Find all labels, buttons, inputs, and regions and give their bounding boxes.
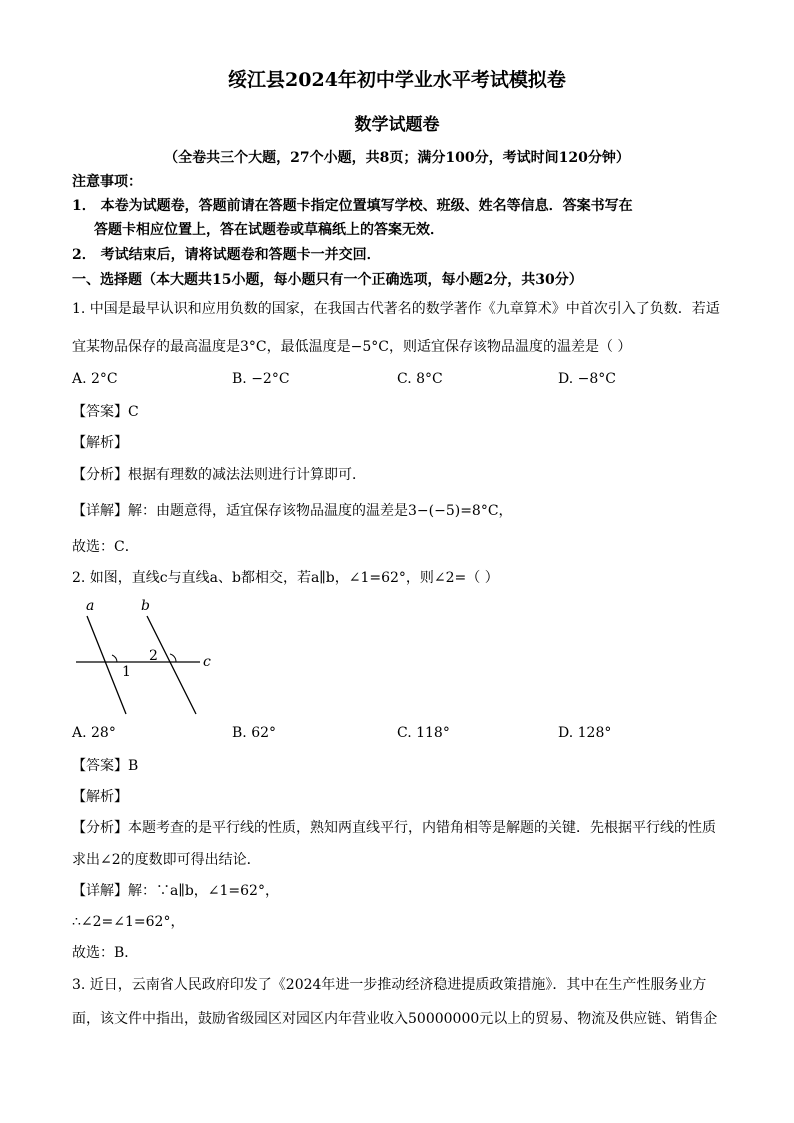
q1-option-a: A. 2°C	[72, 371, 118, 387]
q2-stem: 2. 如图，直线c与直线a、b都相交，若a∥b，∠1=62°，则∠2=（ ）	[72, 570, 499, 586]
q2-detail-line1: 【详解】解：∵a∥b，∠1=62°，	[72, 883, 279, 899]
q2-conclusion: 故选：B．	[72, 945, 139, 961]
q2-answer: 【答案】B	[72, 758, 139, 774]
q1-option-d: D. −8°C	[558, 371, 616, 387]
q2-option-c: C. 118°	[397, 725, 450, 741]
label-b: b	[141, 598, 150, 614]
q2-analysis-label: 【解析】	[72, 789, 128, 805]
label-c: c	[203, 654, 211, 670]
exam-subtitle: 数学试题卷	[354, 115, 440, 135]
q1-option-b: B. −2°C	[232, 371, 290, 387]
angle-2-arc	[170, 654, 176, 662]
q3-stem-line1: 3. 近日，云南省人民政府印发了《2024年进一步推动经济稳进提质政策措施》．其中在生产性服务业方	[72, 977, 707, 993]
notice-item-1: 1． 本卷为试题卷，答题前请在答题卡指定位置填写学校、班级、姓名等信息．答案书写在	[72, 198, 633, 214]
exam-info: （全卷共三个大题，27个小题，共8页；满分100分，考试时间120分钟）	[164, 150, 630, 166]
notice-item-2: 2． 考试结束后，请将试题卷和答题卡一并交回．	[72, 247, 381, 263]
angle-1-arc	[112, 655, 117, 662]
label-angle-2: 2	[149, 648, 158, 664]
q1-detail: 【详解】解：由题意得，适宜保存该物品温度的温差是3−(−5)=8°C，	[72, 503, 513, 519]
q2-option-d: D. 128°	[558, 725, 612, 741]
line-b	[147, 616, 196, 714]
label-a: a	[86, 598, 95, 614]
label-angle-1: 1	[122, 664, 131, 680]
section-heading: 一、选择题（本大题共15小题，每小题只有一个正确选项，每小题2分，共30分）	[72, 272, 583, 288]
q1-option-c: C. 8°C	[397, 371, 443, 387]
q2-parallel-lines-figure	[72, 596, 222, 718]
q2-option-b: B. 62°	[232, 725, 277, 741]
q1-analysis-label: 【解析】	[72, 435, 128, 451]
q1-answer: 【答案】C	[72, 404, 139, 420]
q2-fenxi-line2: 求出∠2的度数即可得出结论．	[72, 852, 261, 868]
q1-conclusion: 故选：C．	[72, 539, 139, 555]
q2-fenxi-line1: 【分析】本题考查的是平行线的性质，熟知两直线平行，内错角相等是解题的关键．先根据平行线的性质	[72, 820, 716, 836]
q2-detail-line2: ∴∠2=∠1=62°，	[72, 914, 185, 930]
q1-fenxi: 【分析】根据有理数的减法法则进行计算即可．	[72, 467, 366, 483]
exam-title: 绥江县2024年初中学业水平考试模拟卷	[228, 69, 566, 91]
line-a	[87, 616, 126, 714]
q2-options	[72, 725, 732, 745]
q1-options	[72, 371, 732, 391]
notice-heading: 注意事项：	[72, 174, 142, 190]
q3-stem-line2: 面，该文件中指出，鼓励省级园区对园区内年营业收入50000000元以上的贸易、物流及供应链、销售企	[72, 1011, 718, 1027]
notice-item-1-cont: 答题卡相应位置上，答在试题卷或草稿纸上的答案无效．	[94, 222, 444, 238]
q1-stem-line1: 1. 中国是最早认识和应用负数的国家，在我国古代著名的数学著作《九章算术》中首次引入了负数．若适	[72, 301, 720, 317]
q2-option-a: A. 28°	[72, 725, 116, 741]
q1-stem-line2: 宜某物品保存的最高温度是3°C，最低温度是−5°C，则适宜保存该物品温度的温差是（ ）	[72, 339, 632, 355]
